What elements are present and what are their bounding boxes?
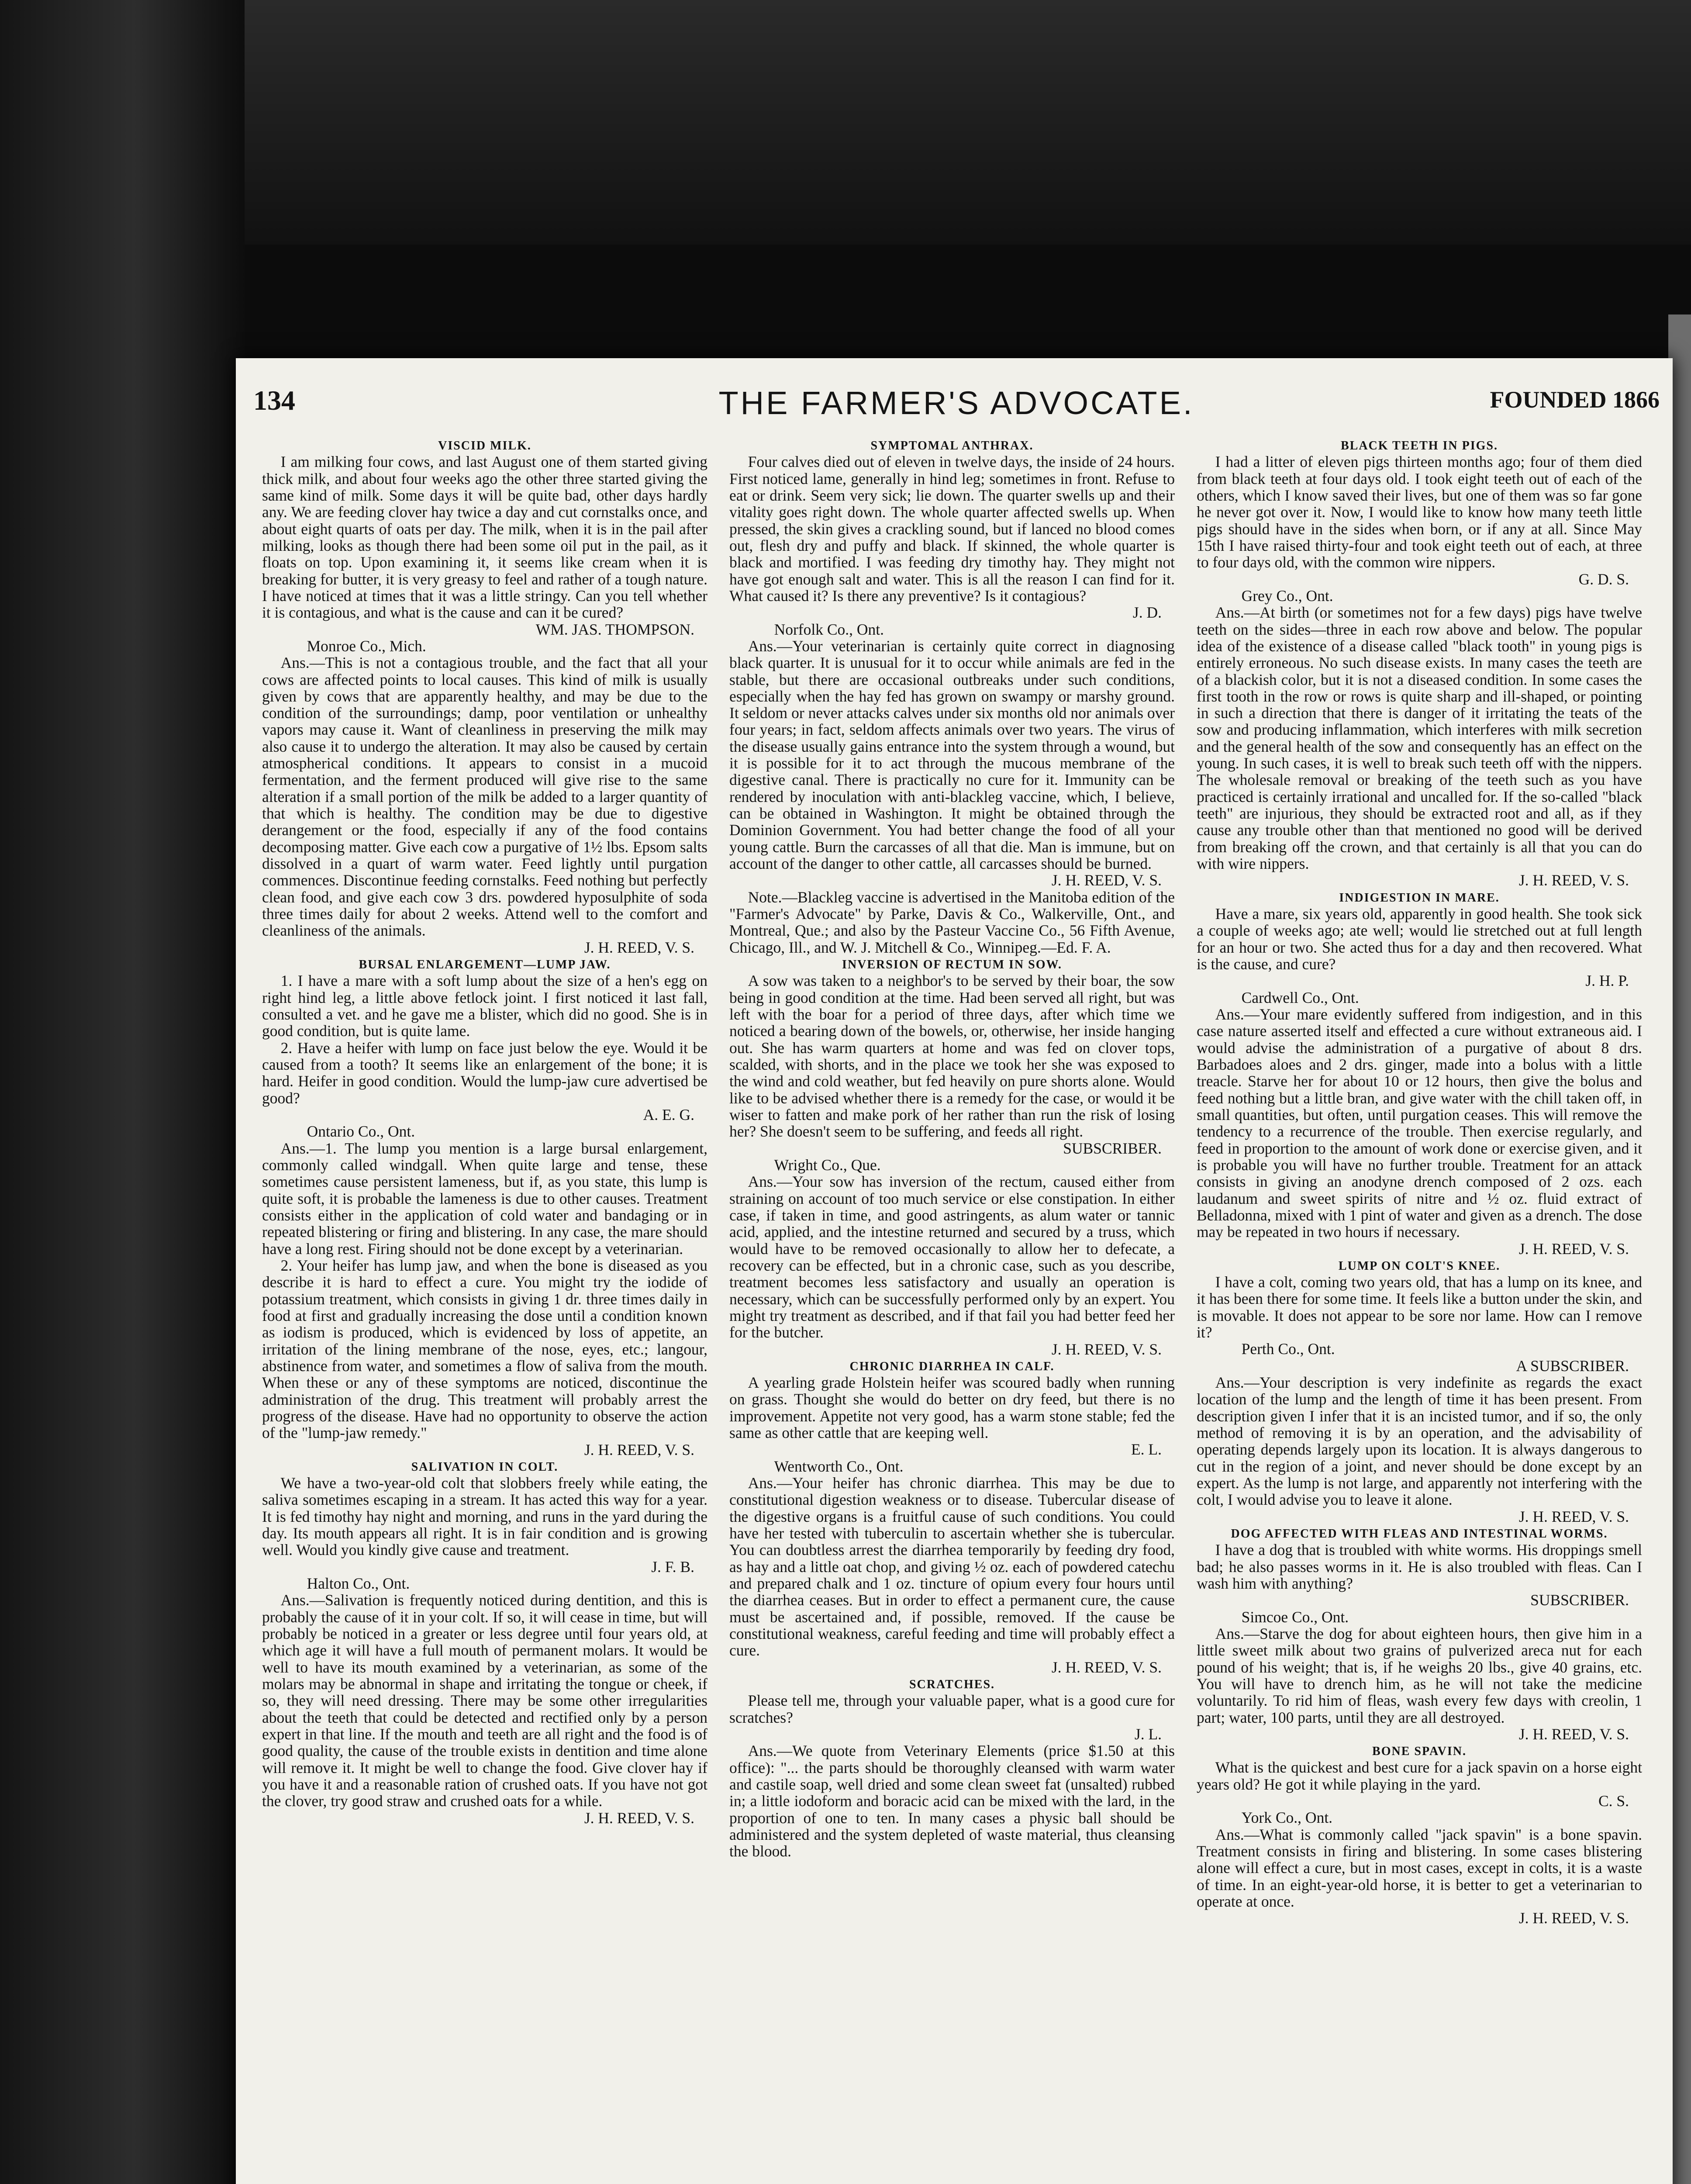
paragraph: 2. Your heifer has lump jaw, and when the bone is diseased as you describe it is hard to effect a cure. You might try the iodide of potassium treatment, which consists in giving 1 dr. three times daily in food at first and gradually increasing the dose until a condition known as iodism is produced, which is evidenced by loss of appetite, an irritation of the lining membrane of the nose, eyes, etc.; langour, abstinence from water, and sometimes a flow of saliva from the mouth. When these or any of these symptoms are noticed, discontinue the administration of the drug. This treatment will probably arrest the progress of the disease. Have had no opportunity to observe the action of the "lump-jaw remedy." bbox=[262, 1256, 707, 1442]
signature: J. H. REED, V. S. bbox=[1518, 871, 1629, 889]
paragraph: Ans.—Your veterinarian is certainly quite correct in diagnosing black quarter. It is unusual for it to occur while animals are fed in the stable, but there are occasional outbreaks under such conditions, especially when the hay fed has grown on swampy or marshy ground. It seldom or never attacks calves under six months old nor animals over four years; in fact, seldom affects animals over two years. The virus of the disease usually gains entrance into the system through a wound, but it is possible for it to act through the mucous membrane of the digestive canal. There is practically no cure for it. Immunity can be rendered by inoculation with anti-blackleg vaccine, which, I believe, can be obtained in Washington. It might be obtained through the Dominion Government. You had better change the food of all your young cattle. Burn the carcasses of all that die. Man is immune, but on account of the danger to other cattle, all carcasses should be burned. bbox=[729, 637, 1175, 873]
signature: J. H. REED, V. S. bbox=[1051, 871, 1162, 889]
masthead-title: THE FARMER'S ADVOCATE. bbox=[718, 385, 1194, 421]
page-header bbox=[253, 384, 1660, 432]
paragraph: I am milking four cows, and last August one of them started giving thick milk, and about four weeks ago the other three started giving the same kind of milk. Some days it will be quite bad, other days hardly any. We are feeding clover hay twice a day and cut cornstalks once, and about eight quarts of oats per day. The milk, when it is in the pail after milking, looks as though there had been some oil put in the pail, as it floats on top. Upon examining it, it seems like cream when it is breaking for butter, it is very greasy to feel and rather of a tough nature. I have noticed at times that it was a little stringy. Can you tell whether it is contagious, and what is the cause and can it be cured? bbox=[262, 453, 707, 622]
text-column-2 bbox=[729, 437, 1175, 2184]
signature: J. H. P. bbox=[1585, 972, 1629, 990]
signature: J. H. REED, V. S. bbox=[1518, 1240, 1629, 1258]
paragraph: A yearling grade Holstein heifer was scoured badly when running on grass. Thought she would do better on dry feed, but there is no improvement. Appetite not very good, has a warm stone stable; fed the same as other cattle that are keeping well. bbox=[729, 1374, 1175, 1442]
signature: J. F. B. bbox=[651, 1558, 694, 1576]
paragraph: 2. Have a heifer with lump on face just below the eye. Would it be caused from a tooth? It seems like an enlargement of the bone; it is hard. Heifer in good condition. Would the lump-jaw cure advertised be good? bbox=[262, 1039, 707, 1107]
paragraph: Ans.—At birth (or sometimes not for a few days) pigs have twelve teeth on the sides—three in each row above and below. The popular idea of the existence of a disease called "black tooth" in young pigs is entirely erroneous. No such disease exists. In many cases the teeth are of a blackish color, but it is not a diseased condition. In some cases the first tooth in the row or rows is quite sharp and ill-shaped, or pointing in such a direction that there is danger of it irritating the teats of the sow and producing inflammation, which interferes with milk secretion and the general health of the sow and consequently has an effect on the young. In such cases, it is well to break such teeth off with the nippers. The wholesale removal or breaking of the teeth such as you have practiced is certainly irrational and uncalled for. If the so-called "black teeth" are injurious, they should be extracted root and all, as if they cause any trouble other than that mentioned no good will be derived from breaking off the crown, and that certainly is all that you can do with wire nippers. bbox=[1197, 604, 1642, 873]
signature: G. D. S. bbox=[1578, 570, 1629, 588]
signature: C. S. bbox=[1598, 1792, 1629, 1810]
location-line: Perth Co., Ont. bbox=[1241, 1340, 1335, 1358]
paragraph: Four calves died out of eleven in twelve days, the inside of 24 hours. First noticed lame, generally in hind leg; sometimes in front. Refuse to eat or drink. Seem very sick; lie down. The quarter swells up and their vitality goes right down. The whole quarter affected swells up. When pressed, the skin gives a crackling sound, but if lanced no blood comes out, flesh dry and puffy and black. If skinned, the whole quarter is black and mortified. I was feeding dry timothy hay. They might not have got enough salt and water. This is all the reason I can find for it. What caused it? Is there any preventive? Is it contagious? bbox=[729, 453, 1175, 605]
paragraph: Ans.—1. The lump you mention is a large bursal enlargement, commonly called windgall. When quite large and tense, these sometimes cause persistent lameness, but if, as you state, this lump is quite soft, it is probable the lameness is due to other causes. Treatment consists either in the application of cold water and bandaging or in repeated blistering or firing and blistering. In any case, the mare should have a long rest. Firing should not be done except by a veterinarian. bbox=[262, 1139, 707, 1258]
paragraph: Ans.—Your heifer has chronic diarrhea. This may be due to constitutional digestion weakness or to disease. Tubercular disease of the digestive organs is a fruitful cause of such conditions. You could have her tested with tuberculin to ascertain whether she is tubercular. You can doubtless arrest the diarrhea temporarily by feeding dry food, as hay and a little oat chop, and giving ½ oz. each of powdered catechu and prepared chalk and 1 oz. tincture of opium every four hours until the diarrhea ceases. But in order to effect a permanent cure, the cause must be ascertained and, if possible, removed. If the cause be constitutional weakness, careful feeding and time will probably effect a cure. bbox=[729, 1474, 1175, 1659]
article-heading: SCRATCHES. bbox=[909, 1678, 995, 1691]
article-heading: LUMP ON COLT'S KNEE. bbox=[1338, 1259, 1501, 1273]
scanner-background-top bbox=[0, 0, 1691, 245]
article-heading: BLACK TEETH IN PIGS. bbox=[1340, 439, 1498, 453]
location-line: Wentworth Co., Ont. bbox=[774, 1457, 904, 1475]
article-heading: SALIVATION IN COLT. bbox=[411, 1460, 559, 1474]
signature: WM. JAS. THOMPSON. bbox=[535, 620, 694, 638]
signature: J. L. bbox=[1134, 1725, 1162, 1743]
paragraph: 1. I have a mare with a soft lump about the size of a hen's egg on right hind leg, a little above fetlock joint. I first noticed it last fall, consulted a vet. and he gave me a blister, which did no good. She is in good condition, but is quite lame. bbox=[262, 972, 707, 1040]
location-line: Grey Co., Ont. bbox=[1241, 587, 1333, 605]
signature: A SUBSCRIBER. bbox=[1516, 1357, 1629, 1375]
signature: SUBSCRIBER. bbox=[1530, 1591, 1629, 1609]
article-heading: BONE SPAVIN. bbox=[1372, 1745, 1467, 1759]
article-heading: SYMPTOMAL ANTHRAX. bbox=[870, 439, 1034, 453]
signature: A. E. G. bbox=[643, 1106, 694, 1123]
paragraph: Ans.—We quote from Veterinary Elements (price $1.50 at this office): "... the parts should be thoroughly cleansed with warm water and castile soap, well dried and some clean sweet fat (unsalted) rubbed in; a little iodoform and boracic acid can be mixed with the lard, in the proportion of one to ten. In many cases a physic ball should be administered and the system depleted of waste material, thus cleansing the blood. bbox=[729, 1742, 1175, 1860]
signature: J. H. REED, V. S. bbox=[1518, 1909, 1629, 1927]
location-line: Ontario Co., Ont. bbox=[307, 1123, 415, 1140]
paragraph: Ans.—Starve the dog for about eighteen hours, then give him in a little sweet milk about two grains of pulverized areca nut for each pound of his weight; that is, if he weighs 20 lbs., give 40 grains, etc. You will have to drench him, as he will not take the medicine voluntarily. To rid him of fleas, wash every few days with creolin, 1 part; water, 100 parts, until they are all destroyed. bbox=[1197, 1624, 1642, 1726]
article-heading: DOG AFFECTED WITH FLEAS AND INTESTINAL WORMS. bbox=[1231, 1527, 1608, 1541]
book-binding-shadow bbox=[0, 0, 245, 2184]
signature: J. H. REED, V. S. bbox=[1051, 1340, 1162, 1358]
signature: E. L. bbox=[1131, 1441, 1162, 1458]
paragraph: Ans.—Your mare evidently suffered from indigestion, and in this case nature asserted itself and effected a cure without extraneous aid. I would advise the administration of a purgative of about 8 drs. Barbadoes aloes and 2 drs. ginger, made into a bolus with a little treacle. Starve her for about 10 or 12 hours, then give the bolus and feed nothing but a little bran, and give water with the chill taken off, in small quantities, but often, until purgation ceases. This will remove the tendency to a recurrence of the trouble. Then exercise regularly, and feed in proportion to the amount of work done or exercise given, and it is probable you will have no further trouble. Treatment for an attack consists in giving an anodyne drench composed of 2 ozs. each laudanum and sweet spirits of nitre and ½ oz. fluid extract of Belladonna, mixed with 1 pint of water and given as a drench. The dose may be repeated in two hours if necessary. bbox=[1197, 1005, 1642, 1241]
paragraph: Please tell me, through your valuable paper, what is a good cure for scratches? bbox=[729, 1692, 1175, 1726]
founded-date: FOUNDED 1866 bbox=[1490, 387, 1660, 413]
paragraph: Note.—Blackleg vaccine is advertised in the Manitoba edition of the "Farmer's Advocate" by Parke, Davis & Co., Walkerville, Ont., and Montreal, Que.; and also by the Pasteur Vaccine Co., 56 Fifth Avenue, Chicago, Ill., and W. J. Mitchell & Co., Winnipeg.—Ed. F. A. bbox=[729, 888, 1175, 956]
signature: J. H. REED, V. S. bbox=[1051, 1658, 1162, 1676]
paragraph: I had a litter of eleven pigs thirteen months ago; four of them died from black teeth at four days old. I took eight teeth out of each of the others, which I know saved their lives, but one of them was so far gone he never got over it. Now, I would like to know how many teeth little pigs should have in the sides when born, or if any at all. Since May 15th I have raised thirty-four and took eight teeth out of each, at three to four days old, with the common wire nippers. bbox=[1197, 453, 1642, 571]
signature: J. H. REED, V. S. bbox=[584, 1441, 694, 1458]
paragraph: Ans.—Your sow has inversion of the rectum, caused either from straining on account of too much service or else constipation. In either case, if taken in time, and good astringents, as alum water or tannic acid, applied, and the intestine returned and secured by a truss, which would have to be removed occasionally to allow her to defecate, a recovery can be effected, but in a chronic case, such as you describe, treatment becomes less satisfactory and usually an operation is necessary, which can be successfully performed only by an expert. You might try treatment as described, and if that fail you had better feed her for the butcher. bbox=[729, 1173, 1175, 1341]
paragraph: I have a colt, coming two years old, that has a lump on its knee, and it has been there for some time. It feels like a button under the skin, and is movable. It does not appear to be sore nor lame. How can I remove it? bbox=[1197, 1273, 1642, 1341]
article-heading: INDIGESTION IN MARE. bbox=[1339, 891, 1500, 905]
newspaper-page bbox=[236, 358, 1673, 2184]
article-heading: INVERSION OF RECTUM IN SOW. bbox=[842, 958, 1062, 972]
location-line: Monroe Co., Mich. bbox=[307, 637, 426, 655]
signature: J. H. REED, V. S. bbox=[1518, 1725, 1629, 1743]
signature: SUBSCRIBER. bbox=[1063, 1139, 1162, 1157]
location-line: Simcoe Co., Ont. bbox=[1241, 1608, 1349, 1626]
paragraph: Have a mare, six years old, apparently in good health. She took sick a couple of weeks ago; ate well; would lie stretched out at full length for an hour or two. She acted thus for a day and then recovered. What is the cause, and cure? bbox=[1197, 905, 1642, 973]
article-heading: BURSAL ENLARGEMENT—LUMP JAW. bbox=[359, 958, 611, 972]
text-column-3 bbox=[1197, 437, 1642, 2184]
location-line: Wright Co., Que. bbox=[774, 1156, 881, 1174]
paragraph: Ans.—Your description is very indefinite as regards the exact location of the lump and the length of time it has been present. From description given I infer that it is an incisted tumor, and if so, the only method of removing it is by an operation, and the advisability of operating depends largely upon its location. It is always dangerous to cut in the region of a joint, and never should be done except by an expert. As the lump is not large, and apparently not interfering with the colt, I would advise you to leave it alone. bbox=[1197, 1374, 1642, 1509]
article-heading: VISCID MILK. bbox=[438, 439, 531, 453]
signature: J. H. REED, V. S. bbox=[584, 938, 694, 956]
signature: J. H. REED, V. S. bbox=[584, 1809, 694, 1827]
paragraph: Ans.—This is not a contagious trouble, and the fact that all your cows are affected points to local causes. This kind of milk is usually given by cows that are apparently healthy, and may be due to the condition of the surroundings; damp, poor ventilation or unhealthy vapors may cause it. Want of cleanliness in preserving the milk may also cause it to undergo the alteration. It may also be caused by certain atmospherical conditions. It appears to consist in a mucoid fermentation, and the ferment produced will give rise to the same alteration if a small portion of the milk be added to a larger quantity of that which is healthy. The condition may be due to digestive derangement or the food, especially if any of the food contains decomposing matter. Give each cow a purgative of 1½ lbs. Epsom salts dissolved in a quart of warm water. Feed lightly until purgation commences. Discontinue feeding cornstalks. Feed nothing but perfectly clean food, and give each cow 3 drs. powdered hyposulphite of soda three times daily for about 2 weeks. Attend well to the comfort and cleanliness of the animals. bbox=[262, 654, 707, 940]
paragraph: I have a dog that is troubled with white worms. His droppings smell bad; he also passes worms in it. He is also troubled with fleas. Can I wash him with anything? bbox=[1197, 1541, 1642, 1592]
signature: J. H. REED, V. S. bbox=[1518, 1507, 1629, 1525]
location-line: York Co., Ont. bbox=[1241, 1809, 1333, 1827]
page-number: 134 bbox=[253, 385, 295, 416]
paragraph: What is the quickest and best cure for a jack spavin on a horse eight years old? He got it while playing in the yard. bbox=[1197, 1759, 1642, 1793]
location-line: Cardwell Co., Ont. bbox=[1241, 988, 1359, 1006]
paragraph: A sow was taken to a neighbor's to be served by their boar, the sow being in good condition at the time. Had been served all right, but was left with the boar for a period of three days, after which time we noticed a bearing down of the bowels, or, otherwise, her inside hanging out. She has warm quarters at home and was fed on clover tops, scalded, with shorts, and in the place we took her she was exposed to the wind and cold weather, but fed heavily on pure shorts alone. Would like to be advised whether there is a remedy for the case, or would it be wiser to fatten and make pork of her rather than run the risk of losing her? She doesn't seem to be suffering, and feeds all right. bbox=[729, 972, 1175, 1140]
location-line: Norfolk Co., Ont. bbox=[774, 620, 884, 638]
location-line: Halton Co., Ont. bbox=[307, 1575, 410, 1593]
text-column-1 bbox=[262, 437, 707, 2184]
paragraph: We have a two-year-old colt that slobbers freely while eating, the saliva sometimes escaping in a stream. It has acted this way for a year. It is fed timothy hay night and morning, and runs in the yard during the day. Its mouth appears all right. It is in fair condition and is growing well. Would you kindly give cause and treatment. bbox=[262, 1474, 707, 1559]
paragraph: Ans.—Salivation is frequently noticed during dentition, and this is probably the cause of it in your colt. If so, it will cease in time, but will probably be noticed in a greater or less degree until four years old, at which age it will have a full mouth of permanent molars. It would be well to have its mouth examined by a veterinarian, as some of the molars may be abnormal in shape and irritating the tongue or cheek, if so, they will need dressing. There may be some other irregularities about the teeth that could be detected and rectified only by a person expert in that line. If the mouth and teeth are all right and the food is of good quality, the cause of the trouble exists in dentition and time alone will remove it. It might be well to change the food. Give clover hay if you have it and a reasonable ration of crushed oats. If you have not got the clover, try good straw and crushed oats for a while. bbox=[262, 1591, 707, 1810]
paragraph: Ans.—What is commonly called "jack spavin" is a bone spavin. Treatment consists in firing and blistering. In some cases blistering alone will effect a cure, but in most cases, except in colts, it is a waste of time. In an eight-year-old horse, it is better to get a veterinarian to operate at once. bbox=[1197, 1825, 1642, 1911]
article-heading: CHRONIC DIARRHEA IN CALF. bbox=[849, 1359, 1055, 1373]
signature: J. D. bbox=[1132, 604, 1162, 622]
